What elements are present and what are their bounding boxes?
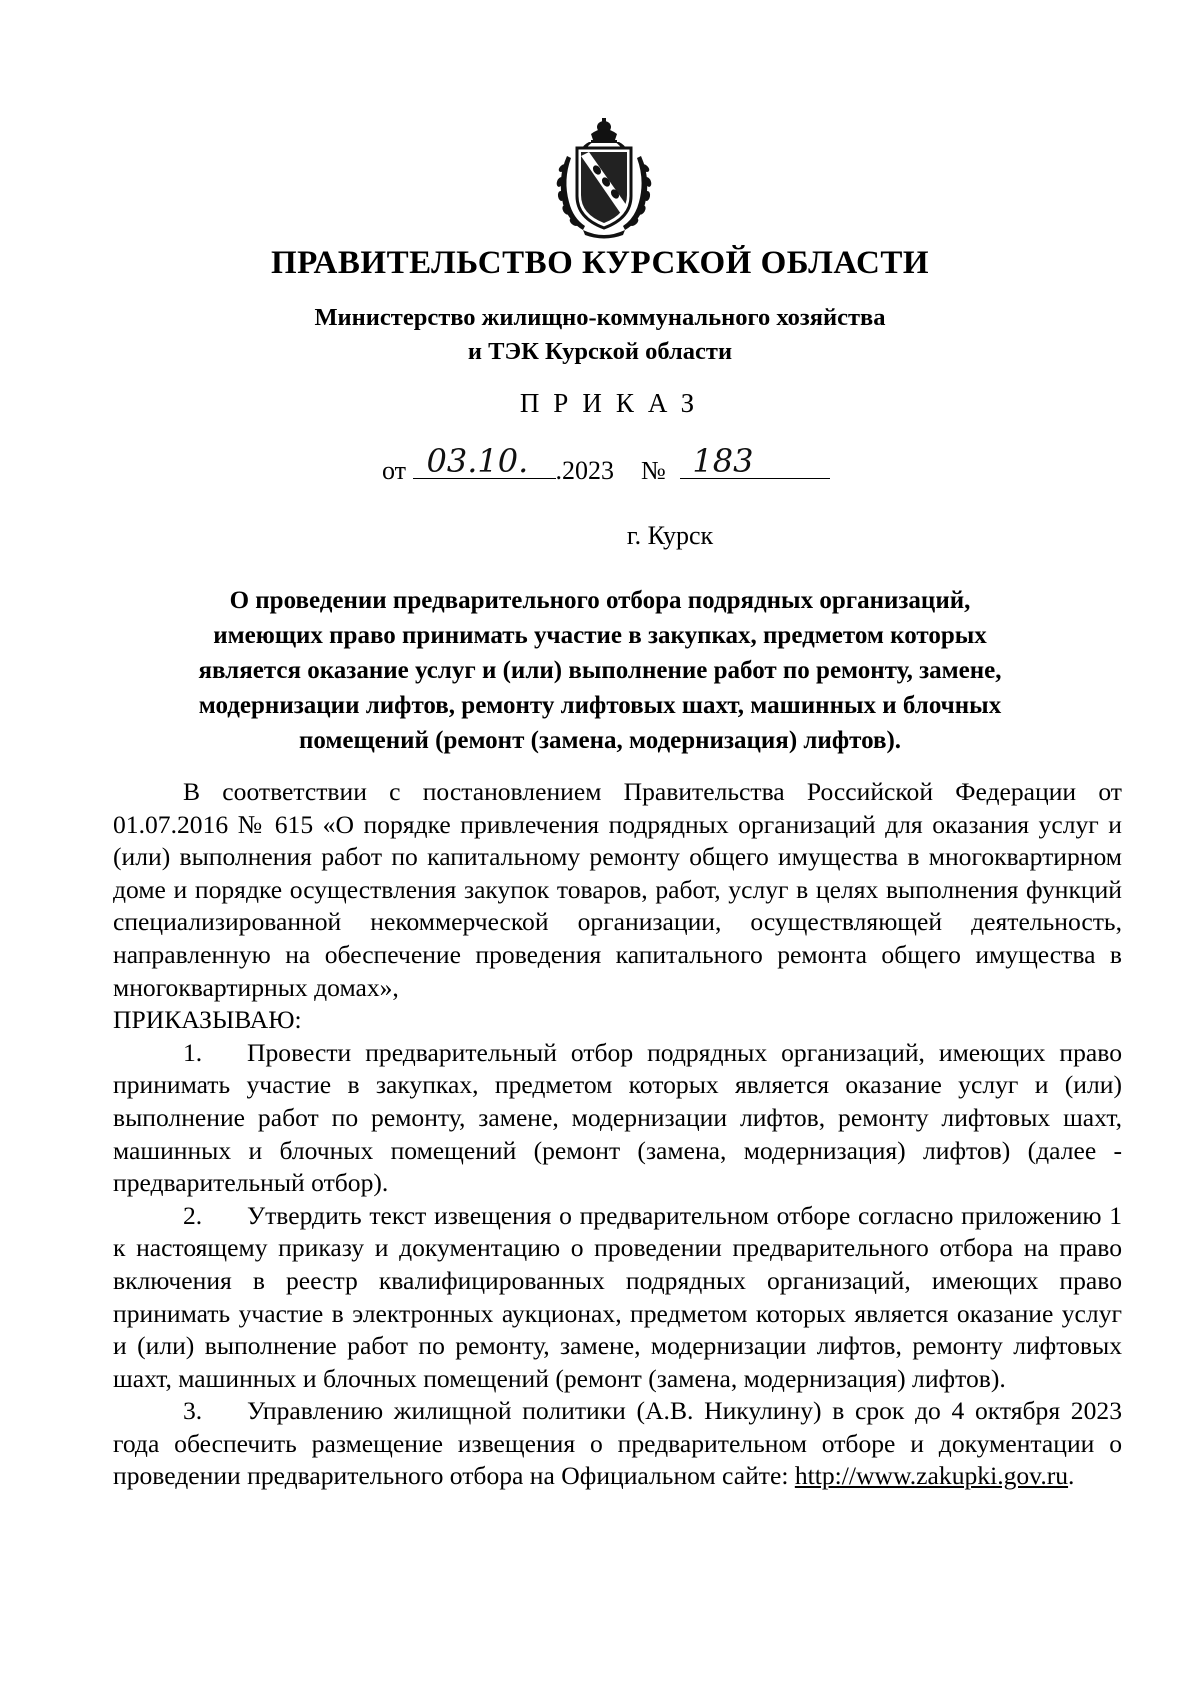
ministry-name [0, 301, 1200, 369]
item-text: Провести предварительный отбор подрядных организаций, имеющих право принимать участие в закупках, предметом которых является оказание услуг и (или) выполнение работ по ремонту, замене, модернизации лифтов, ремонту лифтовых шахт, машинных и блочных помещений (ремонт (замена, модернизация) лифтов) (далее - предварительный отбор). [113, 1037, 1122, 1198]
number-blank [680, 442, 830, 480]
handwritten-number: 183 [692, 442, 754, 480]
item-number: 3. [183, 1396, 203, 1426]
government-title: ПРАВИТЕЛЬСТВО КУРСКОЙ ОБЛАСТИ [270, 245, 930, 281]
order-body [113, 776, 1122, 1493]
ministry-line-1: Министерство жилищно-коммунального хозяйства [314, 304, 886, 331]
order-subject [0, 583, 1200, 758]
order-item-1 [113, 1037, 1122, 1200]
subject-line-4: модернизации лифтов, ремонту лифтовых шахт, машинных и блочных [198, 692, 1002, 719]
date-number-line [382, 442, 830, 486]
ministry-line-2: и ТЭК Курской области [467, 338, 733, 365]
handwritten-date: 03.10. [426, 442, 529, 480]
order-item-3 [113, 1395, 1122, 1493]
item-text: Управлению жилищной политики (А.В. Никулину) в срок до 4 октября 2023 года обеспечить размещение извещения о предварительном отборе и документации о проведении предварительного отбора на Официальном сайте: [113, 1396, 1122, 1491]
order-item-2 [113, 1200, 1122, 1396]
item-number: 2. [183, 1200, 203, 1230]
subject-line-3: является оказание услуг и (или) выполнение работ по ремонту, замене, [198, 657, 1002, 684]
city-name: г. Курск [626, 521, 714, 550]
date-blank [413, 442, 556, 480]
date-year: .2023 [555, 456, 615, 485]
order-word: ПРИКАЗЫВАЮ: [113, 1005, 302, 1035]
item-text: Утвердить текст извещения о предварительном отборе согласно приложению 1 к настоящему приказу и документацию о проведении предварительного отбора на право включения в реестр квалифицированных подрядных организаций, имеющих право принимать участие в электронных аукционах, предметом которых является оказание услуг и (или) выполнение работ по ремонту, замене, модернизации лифтов, ремонту лифтовых шахт, машинных и блочных помещений (ремонт (замена, модернизация) лифтов). [113, 1200, 1122, 1393]
document-type: ПРИКАЗ [519, 388, 709, 418]
date-prefix: от [382, 456, 407, 485]
preamble-paragraph: В соответствии с постановлением Правительства Российской Федерации от 01.07.2016 № 615 «О порядке привлечения подрядных организаций для оказания услуг и (или) выполнения работ по капитальному ремонту общего имущества в многоквартирном доме и порядке осуществления закупок товаров, работ, услуг в целях выполнения функций специализированной некоммерческой организации, осуществляющей деятельность, направленную на обеспечение проведения капитального ремонта общего имущества в многоквартирных домах», [113, 777, 1122, 1002]
item-tail: . [1068, 1461, 1075, 1491]
subject-line-5: помещений (ремонт (замена, модернизация) лифтов). [298, 727, 902, 754]
number-sign: № [641, 456, 666, 485]
zakupki-link[interactable]: http://www.zakupki.gov.ru [794, 1461, 1069, 1491]
subject-line-1: О проведении предварительного отбора подрядных организаций, [229, 587, 971, 614]
subject-line-2: имеющих право принимать участие в закупках, предметом которых [213, 622, 987, 649]
coat-of-arms-emblem [553, 118, 655, 242]
item-number: 1. [183, 1037, 203, 1067]
